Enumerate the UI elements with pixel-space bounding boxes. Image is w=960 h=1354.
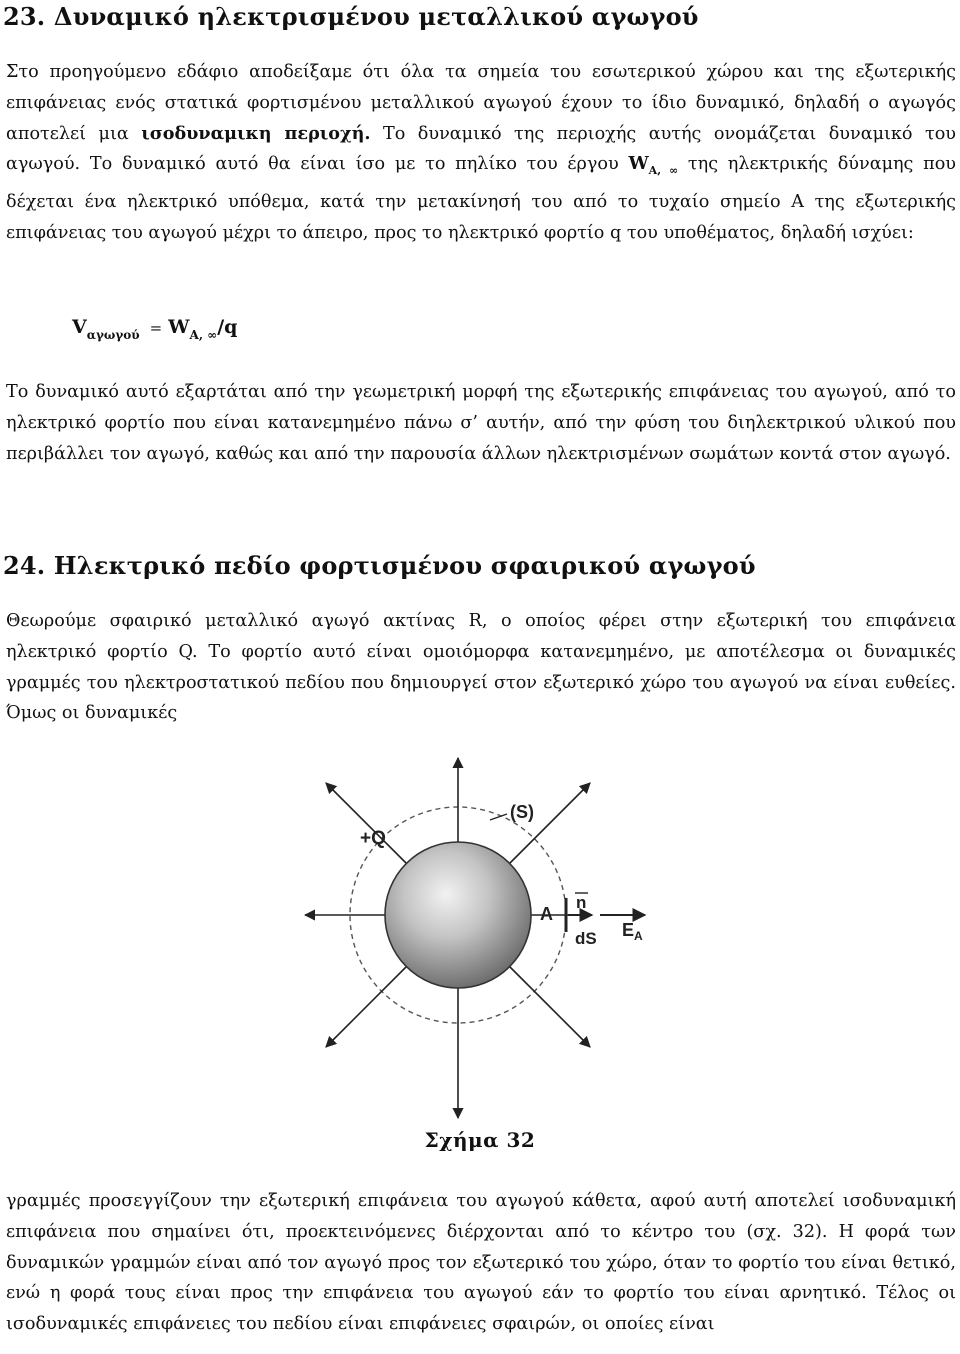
field-line-upper-right [510,783,590,863]
section-23-heading: 23. Δυναμικό ηλεκτρισμένου μεταλλικού αγωγού [3,2,699,31]
p1-work-symbol: W [628,153,649,175]
label-surface-S: (S) [510,802,534,822]
p1-text-a: Στο προηγούμενο εδάφιο αποδείξαμε ότι όλα τα σημεία του εσωτερικού χώρου και της εξωτερικής επιφάνειας ενός στατικά φορτισμένου μεταλλικού αγωγού έχουν το ίδιο δυναμικό, δηλαδή ο αγωγός αποτελεί μια [6,62,956,144]
label-field-E-main: E [622,920,635,940]
field-line-upper-left [326,783,406,863]
section-23-paragraph-2: Το δυναμικό αυτό εξαρτάται από την γεωμετρική μορφή της εξωτερικής επιφάνειας του αγωγού, από το ηλεκτρικό φορτίο που είναι κατανεμημένο πάνω σ’ αυτήν, από την φύση του διηλεκτρικού υλικού που περιβάλλει τον αγωγό, καθώς και από την παρουσία άλλων ηλεκτρισμένων σωμάτων κοντά στον αγωγό. [6,382,956,464]
p1-text-c: της ηλεκτρικής δύναμης που δέχεται ένα ηλεκτρικό υπόθεμα, κατά την μετακίνησή του από το τυχαίο σημείο Α της εξωτερικής επιφάνειας του αγωγού μέχρι το άπειρο, προς το ηλεκτρικό φορτίο q του υποθέματος, δηλαδή ισχύει: [6,154,956,243]
label-field-E-subscript: A [634,929,643,943]
label-dS: dS [575,929,597,948]
section-24-paragraph-2: γραμμές προσεγγίζουν την εξωτερική επιφάνεια του αγωγού κάθετα, αφού αυτή αποτελεί ισοδυναμική επιφάνεια που σημαίνει ότι, προεκτεινόμενες διέρχονται από το κέντρο του (σχ. 32). Η φορά των δυναμικών γραμμών είναι από τον αγωγό προς τον εξωτερικό του χώρο, όταν το φορτίο του είναι θετικό, ενώ η φορά τους είναι προς την επιφάνεια του αγωγού εάν το φορτίο του είναι αρνητικό. Τέλος οι ισοδυναμικές επιφάνειες του πεδίου είναι επιφάνειες σφαιρών, οι οποίες είναι [6,1191,956,1335]
field-line-lower-left [326,967,406,1047]
section-24-heading: 24. Ηλεκτρικό πεδίο φορτισμένου σφαιρικού αγωγού [3,551,756,580]
formula-rhs: W [168,316,190,338]
conductor-sphere [385,842,531,988]
label-charge-Q: +Q [360,828,386,849]
label-normal-n: n [576,893,587,912]
potential-formula [72,316,237,342]
label-point-A: A [540,904,553,924]
formula-equals: = [149,319,163,337]
figure-32-sphere-diagram [300,740,680,1140]
formula-rhs-subscript: A, ∞ [189,328,218,342]
p1-text-b: Το δυναμικό της περιοχής αυτής ονομάζεται δυναμικό του αγωγού. Το δυναμικό αυτό θα είναι ίσο με το πηλίκο του έργου [6,123,956,175]
section-23-paragraph-1 [6,57,956,249]
label-field-E [622,920,643,943]
formula-rhs-tail: /q [217,316,238,338]
field-line-lower-right [510,967,590,1047]
figure-caption: Σχήμα 32 [424,1128,536,1152]
p1-bold-term: ισοδυναμικη περιοχή. [141,122,371,144]
formula-lhs: V [72,316,87,338]
section-24-paragraph-1: Θεωρούμε σφαιρικό μεταλλικό αγωγό ακτίνας R, ο οποίος φέρει στην εξωτερική του επιφάνεια ηλεκτρικό φορτίο Q. Το φορτίο αυτό είναι ομοιόμορφα κατανεμημένο, με αποτέλεσμα οι δυναμικές γραμμές του ηλεκτροστατικού πεδίου που δημιουργεί στον εξωτερικό χώρο του αγωγού να είναι ευθείες. Όμως οι δυναμικές [6,611,956,724]
p1-work-subscript: A, ∞ [648,164,679,178]
formula-lhs-subscript: αγωγού [86,328,140,342]
